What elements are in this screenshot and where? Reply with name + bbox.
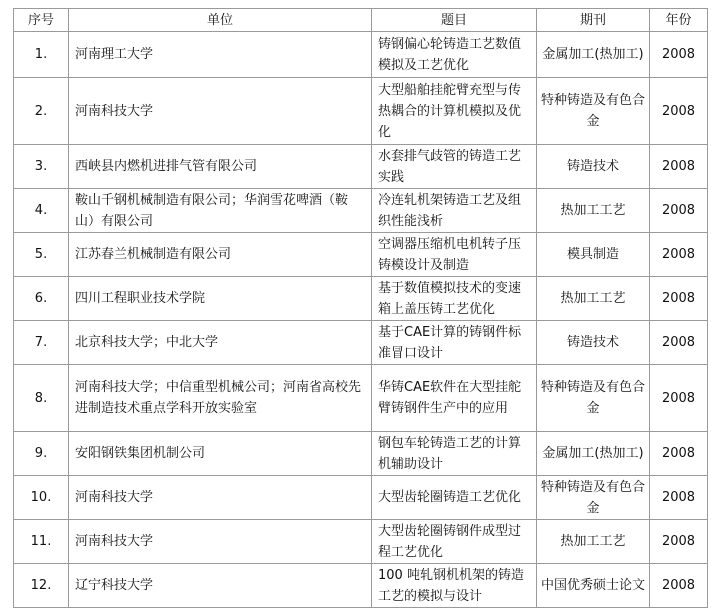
- row-no: 3.: [14, 145, 69, 189]
- row-title: 华铸CAE软件在大型挂舵臂铸钢件生产中的应用: [372, 365, 537, 432]
- row-journal: 特种铸造及有色合金: [537, 78, 650, 145]
- row-no: 9.: [14, 432, 69, 476]
- row-year: 2008: [650, 145, 708, 189]
- row-year: 2008: [650, 476, 708, 520]
- row-journal: 铸造技术: [537, 145, 650, 189]
- row-unit: 河南科技大学: [69, 520, 372, 564]
- row-journal: 热加工工艺: [537, 520, 650, 564]
- row-no: 2.: [14, 78, 69, 145]
- row-journal: 金属加工(热加工): [537, 32, 650, 78]
- row-year: 2008: [650, 233, 708, 277]
- table-row: [14, 432, 708, 476]
- row-year: 2008: [650, 432, 708, 476]
- row-year: 2008: [650, 564, 708, 608]
- row-title: 钢包车轮铸造工艺的计算机辅助设计: [372, 432, 537, 476]
- table-row: [14, 476, 708, 520]
- row-no: 12.: [14, 564, 69, 608]
- row-unit: 河南理工大学: [69, 32, 372, 78]
- row-unit: 鞍山千钢机械制造有限公司；华润雪花啤酒（鞍山）有限公司: [69, 189, 372, 233]
- row-unit: 四川工程职业技术学院: [69, 277, 372, 321]
- row-title: 大型齿轮圈铸造工艺优化: [372, 476, 537, 520]
- row-no: 5.: [14, 233, 69, 277]
- row-title: 空调器压缩机电机转子压铸模设计及制造: [372, 233, 537, 277]
- row-no: 6.: [14, 277, 69, 321]
- row-no: 4.: [14, 189, 69, 233]
- row-title: 基于CAE计算的铸钢件标准冒口设计: [372, 321, 537, 365]
- header-no: 序号: [14, 9, 69, 32]
- row-year: 2008: [650, 321, 708, 365]
- paper-table: [13, 8, 708, 608]
- table-row: [14, 365, 708, 432]
- row-title: 基于数值模拟技术的变速箱上盖压铸工艺优化: [372, 277, 537, 321]
- row-unit: 西峡县内燃机进排气管有限公司: [69, 145, 372, 189]
- row-year: 2008: [650, 32, 708, 78]
- row-no: 7.: [14, 321, 69, 365]
- row-journal: 模具制造: [537, 233, 650, 277]
- table-row: [14, 78, 708, 145]
- row-title: 冷连轧机架铸造工艺及组织性能浅析: [372, 189, 537, 233]
- row-no: 10.: [14, 476, 69, 520]
- row-journal: 热加工工艺: [537, 189, 650, 233]
- paper-table-container: [13, 8, 708, 608]
- row-journal: 中国优秀硕士论文: [537, 564, 650, 608]
- header-unit: 单位: [69, 9, 372, 32]
- table-row: [14, 189, 708, 233]
- row-unit: 江苏春兰机械制造有限公司: [69, 233, 372, 277]
- header-row: [14, 9, 708, 32]
- table-row: [14, 233, 708, 277]
- row-journal: 金属加工(热加工): [537, 432, 650, 476]
- row-year: 2008: [650, 78, 708, 145]
- table-row: [14, 32, 708, 78]
- row-journal: 铸造技术: [537, 321, 650, 365]
- row-journal: 热加工工艺: [537, 277, 650, 321]
- row-unit: 安阳钢铁集团机制公司: [69, 432, 372, 476]
- table-row: [14, 145, 708, 189]
- row-unit: 河南科技大学: [69, 476, 372, 520]
- row-journal: 特种铸造及有色合金: [537, 476, 650, 520]
- row-unit: 北京科技大学；中北大学: [69, 321, 372, 365]
- row-unit: 辽宁科技大学: [69, 564, 372, 608]
- row-title: 水套排气歧管的铸造工艺实践: [372, 145, 537, 189]
- row-unit: 河南科技大学；中信重型机械公司；河南省高校先进制造技术重点学科开放实验室: [69, 365, 372, 432]
- row-title: 100 吨轧钢机机架的铸造工艺的模拟与设计: [372, 564, 537, 608]
- row-no: 11.: [14, 520, 69, 564]
- row-year: 2008: [650, 520, 708, 564]
- table-row: [14, 321, 708, 365]
- row-year: 2008: [650, 189, 708, 233]
- header-title: 题目: [372, 9, 537, 32]
- table-row: [14, 520, 708, 564]
- row-unit: 河南科技大学: [69, 78, 372, 145]
- row-title: 大型船舶挂舵臂充型与传热耦合的计算机模拟及优化: [372, 78, 537, 145]
- row-title: 铸钢偏心轮铸造工艺数值模拟及工艺优化: [372, 32, 537, 78]
- row-no: 8.: [14, 365, 69, 432]
- header-journal: 期刊: [537, 9, 650, 32]
- row-title: 大型齿轮圈铸钢件成型过程工艺优化: [372, 520, 537, 564]
- table-row: [14, 564, 708, 608]
- row-year: 2008: [650, 365, 708, 432]
- header-year: 年份: [650, 9, 708, 32]
- table-row: [14, 277, 708, 321]
- row-journal: 特种铸造及有色合金: [537, 365, 650, 432]
- row-year: 2008: [650, 277, 708, 321]
- row-no: 1.: [14, 32, 69, 78]
